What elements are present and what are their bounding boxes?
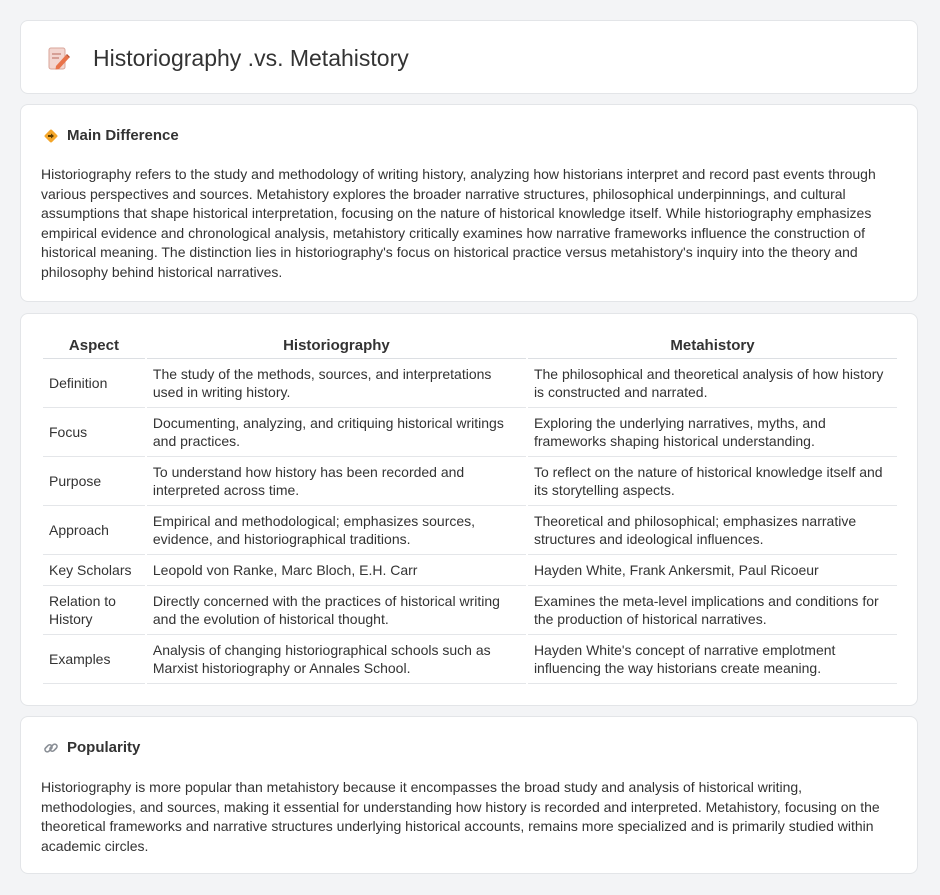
- popularity-section: [20, 716, 918, 874]
- cell-metahistory: The philosophical and theoretical analysis of how history is constructed and narrated.: [528, 359, 897, 408]
- cell-historiography: Analysis of changing historiographical schools such as Marxist historiography or Annales School.: [147, 635, 526, 684]
- document-pencil-icon: [47, 46, 71, 72]
- cell-metahistory: Hayden White, Frank Ankersmit, Paul Ricoeur: [528, 555, 897, 586]
- table-row: [43, 506, 897, 555]
- header-historiography: Historiography: [147, 333, 526, 359]
- main-difference-text: Historiography refers to the study and methodology of writing history, analyzing how historians interpret and record past events through various perspectives and sources. Metahistory explores the broader narrative structures, philosophical underpinnings, and cultural assumptions that shape historical interpretation, focusing on the nature of historical knowledge itself. While historiography emphasizes empirical evidence and chronological analysis, metahistory critically examines how narrative frameworks influence the construction of historical meaning. The distinction lies in historiography's focus on historical practice versus metahistory's inquiry into the theory and philosophy behind historical narratives.: [41, 166, 876, 280]
- header-aspect: Aspect: [43, 333, 145, 359]
- table-row: [43, 555, 897, 586]
- comparison-table: [41, 333, 899, 684]
- title-card: [20, 20, 918, 94]
- diamond-arrow-icon: [43, 128, 59, 144]
- table-row: [43, 457, 897, 506]
- header-metahistory: Metahistory: [528, 333, 897, 359]
- table-row: [43, 635, 897, 684]
- cell-metahistory: To reflect on the nature of historical knowledge itself and its storytelling aspects.: [528, 457, 897, 506]
- link-icon: [43, 740, 59, 756]
- cell-historiography: Documenting, analyzing, and critiquing historical writings and practices.: [147, 408, 526, 457]
- table-row: [43, 586, 897, 635]
- main-difference-heading: Main Difference: [67, 127, 179, 144]
- cell-historiography: The study of the methods, sources, and interpretations used in writing history.: [147, 359, 526, 408]
- main-difference-section: [20, 104, 918, 302]
- comparison-table-section: [20, 313, 918, 706]
- cell-metahistory: Hayden White's concept of narrative emplotment influencing the way historians create meaning.: [528, 635, 897, 684]
- cell-historiography: To understand how history has been recorded and interpreted across time.: [147, 457, 526, 506]
- cell-aspect: Focus: [43, 408, 145, 457]
- cell-aspect: Purpose: [43, 457, 145, 506]
- cell-metahistory: Examines the meta-level implications and conditions for the production of historical narratives.: [528, 586, 897, 635]
- cell-historiography: Empirical and methodological; emphasizes sources, evidence, and historiographical traditions.: [147, 506, 526, 555]
- cell-aspect: Key Scholars: [43, 555, 145, 586]
- popularity-heading: Popularity: [67, 739, 141, 756]
- cell-aspect: Approach: [43, 506, 145, 555]
- popularity-text: Historiography is more popular than metahistory because it encompasses the broad study and analysis of historical writing, methodologies, and sources, making it essential for understanding how history is recorded and interpreted. Metahistory, focusing on the theoretical frameworks and narrative structures underlying historical accounts, remains more specialized and is primarily studied within academic circles.: [41, 779, 880, 854]
- cell-aspect: Relation to History: [43, 586, 145, 635]
- cell-historiography: Leopold von Ranke, Marc Bloch, E.H. Carr: [147, 555, 526, 586]
- cell-aspect: Examples: [43, 635, 145, 684]
- cell-metahistory: Theoretical and philosophical; emphasizes narrative structures and ideological influences.: [528, 506, 897, 555]
- table-row: [43, 408, 897, 457]
- cell-metahistory: Exploring the underlying narratives, myths, and frameworks shaping historical understanding.: [528, 408, 897, 457]
- cell-aspect: Definition: [43, 359, 145, 408]
- table-row: [43, 359, 897, 408]
- cell-historiography: Directly concerned with the practices of historical writing and the evolution of historical thought.: [147, 586, 526, 635]
- page-title: Historiography .vs. Metahistory: [93, 45, 409, 71]
